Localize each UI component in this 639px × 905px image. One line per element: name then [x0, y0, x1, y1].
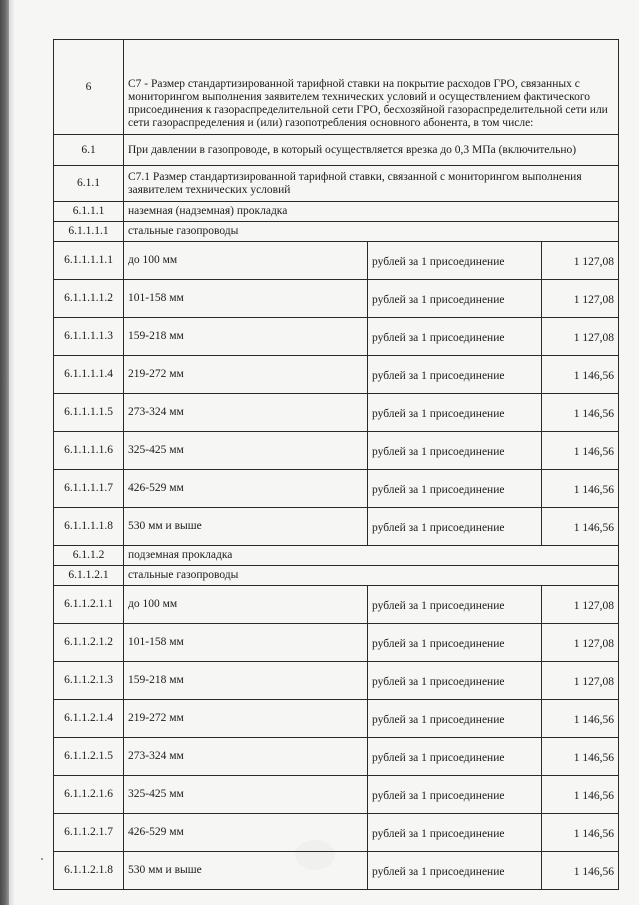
pipe-size: 159-218 мм	[124, 318, 368, 356]
unit-label: рублей за 1 присоединение	[368, 356, 542, 394]
section-label: наземная (надземная) прокладка	[124, 202, 619, 222]
row-number: 6.1.1.1	[54, 202, 124, 222]
subsection-row	[54, 566, 619, 586]
unit-label: рублей за 1 присоединение	[368, 508, 542, 546]
row-number: 6.1.1.2.1.4	[54, 700, 124, 738]
price-value: 1 127,08	[542, 586, 619, 624]
table-row	[54, 738, 619, 776]
subsection-label: стальные газопроводы	[124, 566, 619, 586]
row-number: 6	[54, 40, 124, 135]
row-number: 6.1.1	[54, 166, 124, 202]
row-number: 6.1.1.1.1.1	[54, 242, 124, 280]
subsection-label: стальные газопроводы	[124, 222, 619, 242]
table-row	[54, 586, 619, 624]
pipe-size: 325-425 мм	[124, 432, 368, 470]
subsection-row	[54, 222, 619, 242]
pipe-size: 219-272 мм	[124, 356, 368, 394]
unit-label: рублей за 1 присоединение	[368, 432, 542, 470]
price-value: 1 146,56	[542, 356, 619, 394]
table-row	[54, 662, 619, 700]
unit-label: рублей за 1 присоединение	[368, 738, 542, 776]
row-number: 6.1.1.2.1.6	[54, 776, 124, 814]
price-value: 1 146,56	[542, 394, 619, 432]
price-value: 1 127,08	[542, 662, 619, 700]
price-value: 1 146,56	[542, 470, 619, 508]
row-number: 6.1.1.2.1	[54, 566, 124, 586]
table-row	[54, 394, 619, 432]
pipe-size: до 100 мм	[124, 242, 368, 280]
row-number: 6.1.1.2.1.7	[54, 814, 124, 852]
price-value: 1 146,56	[542, 738, 619, 776]
row-number: 6.1.1.2.1.2	[54, 624, 124, 662]
section-row	[54, 202, 619, 222]
pipe-size: 219-272 мм	[124, 700, 368, 738]
section-row	[54, 546, 619, 566]
table-row-6	[54, 40, 619, 135]
unit-label: рублей за 1 присоединение	[368, 624, 542, 662]
price-value: 1 146,56	[542, 700, 619, 738]
table-row	[54, 242, 619, 280]
row-number: 6.1.1.1.1.2	[54, 280, 124, 318]
tariff-table	[53, 39, 619, 890]
price-value: 1 146,56	[542, 508, 619, 546]
price-value: 1 146,56	[542, 814, 619, 852]
table-row	[54, 776, 619, 814]
price-value: 1 146,56	[542, 432, 619, 470]
section-label: подземная прокладка	[124, 546, 619, 566]
row-number: 6.1.1.2.1.1	[54, 586, 124, 624]
unit-label: рублей за 1 присоединение	[368, 394, 542, 432]
pipe-size: 325-425 мм	[124, 776, 368, 814]
row-number: 6.1.1.1.1.6	[54, 432, 124, 470]
table-row	[54, 814, 619, 852]
table-row	[54, 624, 619, 662]
row-number: 6.1.1.2	[54, 546, 124, 566]
row-description: При давлении в газопроводе, в который осуществляется врезка до 0,3 МПа (включительно)	[124, 135, 619, 166]
row-number: 6.1.1.1.1.4	[54, 356, 124, 394]
pipe-size: 101-158 мм	[124, 624, 368, 662]
unit-label: рублей за 1 присоединение	[368, 662, 542, 700]
row-description: С7 - Размер стандартизированной тарифной ставки на покрытие расходов ГРО, связанных с мониторингом выполнения заявителем технических условий и осуществлением фактического присоединения к газораспределительной сети ГРО, бесхозяйной газораспределительной сети или сети газораспределения и (или) газопотребления основного абонента, в том числе:	[124, 40, 619, 135]
pipe-size: до 100 мм	[124, 586, 368, 624]
row-number: 6.1	[54, 135, 124, 166]
scan-speck	[41, 858, 43, 860]
unit-label: рублей за 1 присоединение	[368, 280, 542, 318]
price-value: 1 127,08	[542, 624, 619, 662]
pipe-size: 426-529 мм	[124, 814, 368, 852]
pipe-size: 426-529 мм	[124, 470, 368, 508]
table-row	[54, 852, 619, 890]
unit-label: рублей за 1 присоединение	[368, 814, 542, 852]
price-value: 1 127,08	[542, 280, 619, 318]
price-value: 1 127,08	[542, 242, 619, 280]
pipe-size: 159-218 мм	[124, 662, 368, 700]
table-row-6-1-1	[54, 166, 619, 202]
scan-edge-shadow	[9, 0, 15, 905]
unit-label: рублей за 1 присоединение	[368, 586, 542, 624]
unit-label: рублей за 1 присоединение	[368, 318, 542, 356]
row-number: 6.1.1.1.1.7	[54, 470, 124, 508]
row-description: С7.1 Размер стандартизированной тарифной ставки, связанной с мониторингом выполнения заявителем технических условий	[124, 166, 619, 202]
table-row	[54, 318, 619, 356]
table-row	[54, 356, 619, 394]
unit-label: рублей за 1 присоединение	[368, 852, 542, 890]
row-number: 6.1.1.2.1.5	[54, 738, 124, 776]
pipe-size: 273-324 мм	[124, 738, 368, 776]
unit-label: рублей за 1 присоединение	[368, 776, 542, 814]
table-row	[54, 700, 619, 738]
table-row-6-1	[54, 135, 619, 166]
row-number: 6.1.1.1.1.3	[54, 318, 124, 356]
pipe-size: 530 мм и выше	[124, 852, 368, 890]
row-number: 6.1.1.1.1.5	[54, 394, 124, 432]
unit-label: рублей за 1 присоединение	[368, 242, 542, 280]
price-value: 1 146,56	[542, 776, 619, 814]
unit-label: рублей за 1 присоединение	[368, 470, 542, 508]
table-row	[54, 280, 619, 318]
scan-page-edge	[0, 0, 9, 905]
table-row	[54, 470, 619, 508]
row-number: 6.1.1.2.1.3	[54, 662, 124, 700]
unit-label: рублей за 1 присоединение	[368, 700, 542, 738]
row-number: 6.1.1.1.1.8	[54, 508, 124, 546]
table-row	[54, 508, 619, 546]
table-row	[54, 432, 619, 470]
price-value: 1 127,08	[542, 318, 619, 356]
price-value: 1 146,56	[542, 852, 619, 890]
pipe-size: 101-158 мм	[124, 280, 368, 318]
pipe-size: 530 мм и выше	[124, 508, 368, 546]
pipe-size: 273-324 мм	[124, 394, 368, 432]
row-number: 6.1.1.1.1	[54, 222, 124, 242]
row-number: 6.1.1.2.1.8	[54, 852, 124, 890]
